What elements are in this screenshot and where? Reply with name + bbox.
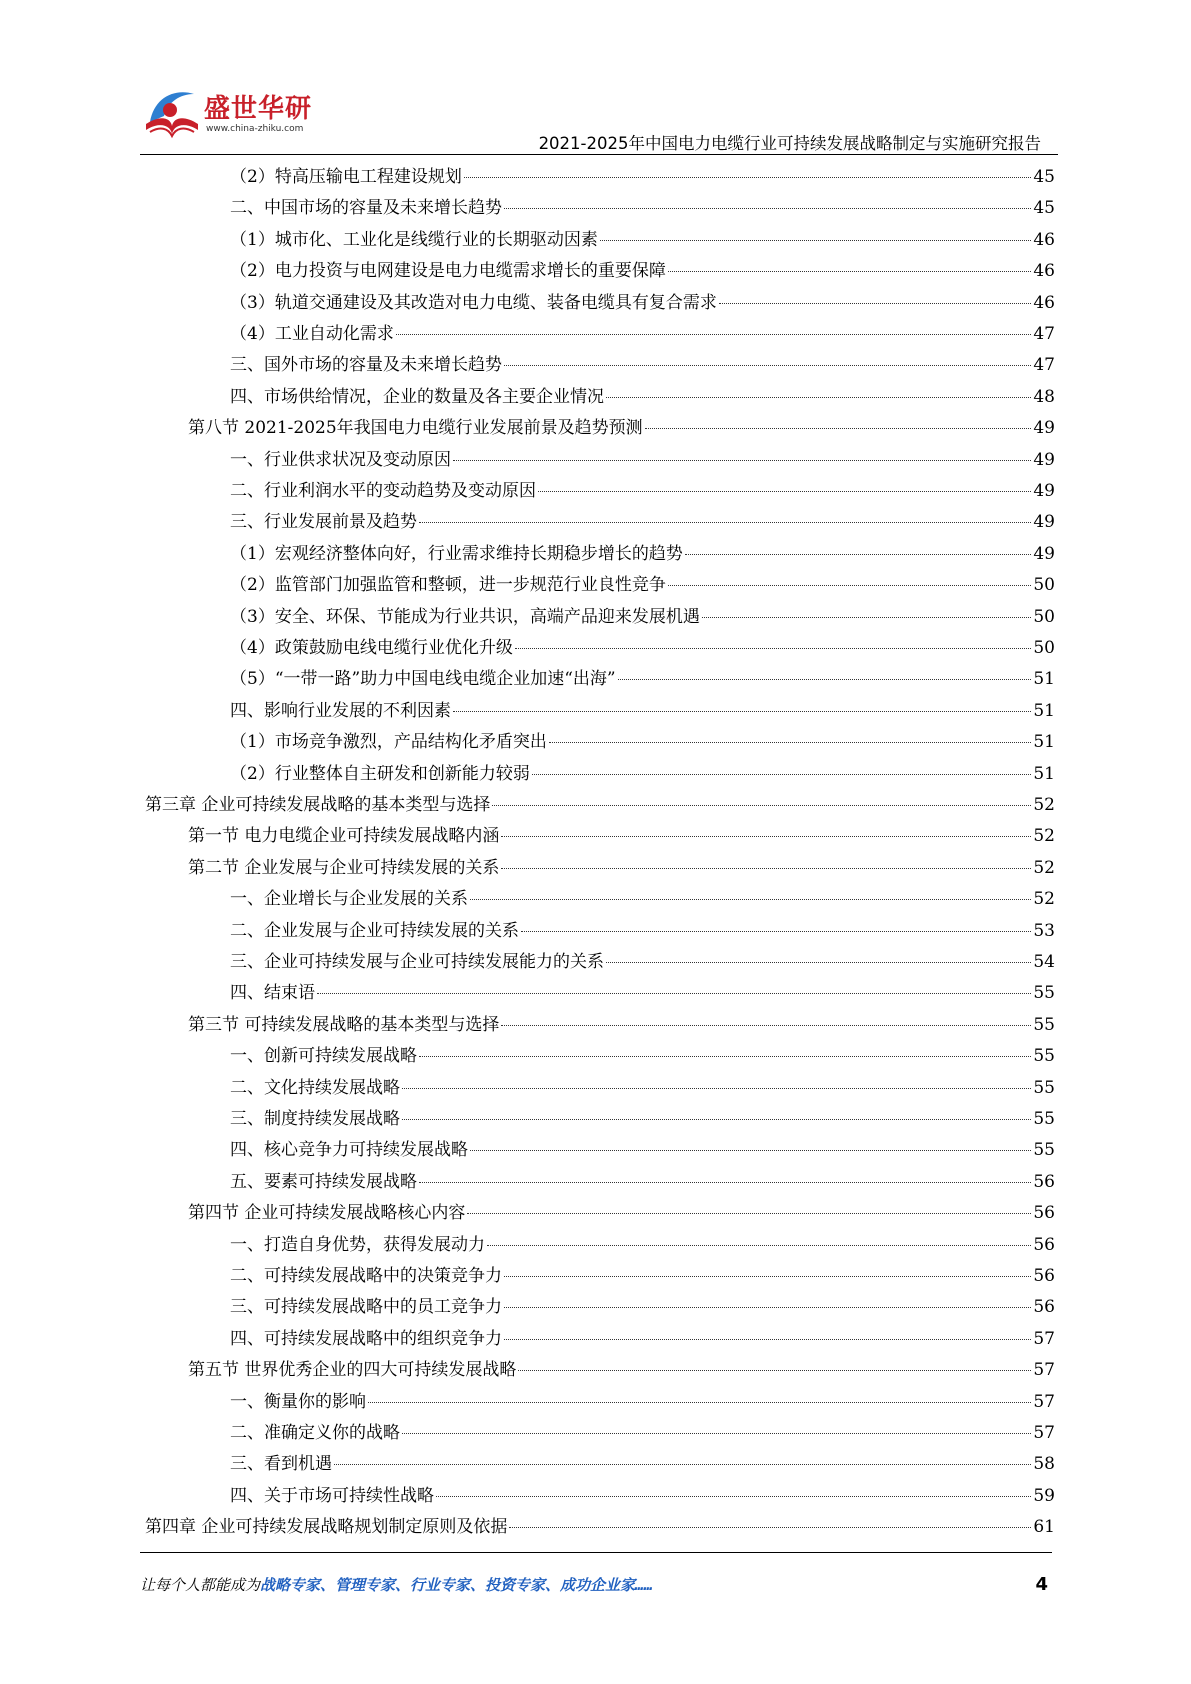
toc-entry-page: 49 — [1033, 543, 1055, 564]
toc-leader-dots — [606, 962, 1031, 963]
toc-entry-title: 四、关于市场可持续性战略 — [230, 1485, 434, 1506]
toc-entry-title: （2）监管部门加强监管和整顿，进一步规范行业良性竞争 — [230, 575, 666, 596]
toc-leader-dots — [521, 931, 1031, 932]
toc-entry-page: 50 — [1033, 606, 1055, 627]
toc-entry[interactable] — [230, 884, 1055, 915]
toc-leader-dots — [668, 585, 1032, 586]
toc-leader-dots — [532, 774, 1032, 775]
toc-entry-page: 56 — [1033, 1234, 1055, 1255]
toc-entry-title: 第八节 2021-2025年我国电力电缆行业发展前景及趋势预测 — [188, 418, 643, 439]
toc-entry-page: 55 — [1033, 1109, 1055, 1129]
toc-entry-title: 第三章 企业可持续发展战略的基本类型与选择 — [145, 795, 491, 815]
toc-entry-title: 一、衡量你的影响 — [230, 1391, 366, 1412]
toc-entry[interactable] — [230, 382, 1055, 413]
toc-entry-page: 52 — [1033, 826, 1055, 847]
toc-entry-page: 55 — [1033, 1014, 1055, 1035]
toc-entry[interactable] — [230, 225, 1055, 256]
toc-leader-dots — [504, 365, 1031, 366]
toc-entry-page: 48 — [1033, 386, 1055, 407]
toc-entry-title: 第三节 可持续发展战略的基本类型与选择 — [188, 1014, 500, 1035]
toc-entry-title: 三、企业可持续发展与企业可持续发展能力的关系 — [230, 952, 604, 972]
toc-leader-dots — [702, 617, 1032, 618]
toc-entry-title: 一、打造自身优势，获得发展动力 — [230, 1234, 485, 1255]
toc-entry-title: 五、要素可持续发展战略 — [230, 1171, 417, 1192]
toc-entry-page: 56 — [1033, 1203, 1055, 1224]
toc-entry-title: 三、国外市场的容量及未来增长趋势 — [230, 355, 502, 376]
toc-entry[interactable] — [230, 633, 1055, 664]
toc-entry[interactable] — [230, 696, 1055, 727]
toc-entry[interactable] — [230, 978, 1055, 1009]
toc-entry-page: 58 — [1033, 1454, 1055, 1475]
toc-leader-dots — [685, 554, 1032, 555]
toc-entry-title: 第五节 世界优秀企业的四大可持续发展战略 — [188, 1360, 517, 1381]
toc-entry[interactable] — [230, 445, 1055, 476]
toc-leader-dots — [501, 836, 1031, 837]
toc-leader-dots — [470, 899, 1031, 900]
toc-entry-title: 一、创新可持续发展战略 — [230, 1046, 417, 1067]
toc-leader-dots — [436, 1496, 1031, 1497]
toc-entry[interactable] — [230, 1449, 1055, 1480]
toc-entry[interactable] — [230, 1104, 1055, 1135]
toc-entry-title: 一、企业增长与企业发展的关系 — [230, 889, 468, 910]
toc-leader-dots — [402, 1088, 1031, 1089]
toc-leader-dots — [618, 679, 1032, 680]
toc-entry-title: （2）电力投资与电网建设是电力电缆需求增长的重要保障 — [230, 261, 666, 282]
logo-book-icon — [140, 80, 204, 144]
toc-leader-dots — [538, 491, 1031, 492]
toc-leader-dots — [501, 1025, 1031, 1026]
toc-entry-page: 49 — [1033, 481, 1055, 501]
toc-entry-page: 59 — [1033, 1485, 1055, 1506]
toc-entry[interactable] — [230, 476, 1055, 507]
toc-entry-page: 46 — [1033, 261, 1055, 282]
toc-entry[interactable] — [230, 1292, 1055, 1323]
toc-leader-dots — [501, 868, 1031, 869]
toc-entry-title: 三、行业发展前景及趋势 — [230, 512, 417, 533]
toc-leader-dots — [470, 1150, 1031, 1151]
toc-entry[interactable] — [230, 1073, 1055, 1104]
toc-entry-page: 57 — [1033, 1391, 1055, 1412]
toc-entry[interactable] — [188, 821, 1055, 852]
toc-entry[interactable] — [230, 539, 1055, 570]
toc-entry-page: 51 — [1033, 669, 1055, 690]
toc-leader-dots — [606, 397, 1031, 398]
toc-entry-title: 四、核心竞争力可持续发展战略 — [230, 1140, 468, 1161]
toc-entry-title: （5）“一带一路”助力中国电线电缆企业加速“出海” — [230, 669, 616, 690]
toc-entry-title: （3）轨道交通建设及其改造对电力电缆、装备电缆具有复合需求 — [230, 292, 717, 313]
logo-name: 盛世华研 — [204, 94, 313, 124]
toc-leader-dots — [600, 240, 1032, 241]
toc-leader-dots — [396, 334, 1032, 335]
toc-entry-page: 49 — [1033, 449, 1055, 470]
toc-entry-page: 55 — [1033, 1046, 1055, 1067]
toc-leader-dots — [549, 742, 1032, 743]
toc-entry-page: 51 — [1033, 732, 1055, 753]
toc-leader-dots — [719, 303, 1032, 304]
toc-leader-dots — [368, 1402, 1031, 1403]
toc-entry-title: 三、可持续发展战略中的员工竞争力 — [230, 1297, 502, 1318]
page-header — [0, 0, 1191, 160]
toc-entry[interactable] — [230, 1324, 1055, 1355]
toc-entry-page: 49 — [1033, 512, 1055, 533]
toc-entry[interactable] — [230, 759, 1055, 790]
toc-entry-page: 57 — [1033, 1423, 1055, 1443]
toc-entry-title: 第四章 企业可持续发展战略规划制定原则及依据 — [145, 1517, 508, 1538]
toc-entry[interactable] — [230, 1135, 1055, 1166]
toc-entry[interactable] — [230, 162, 1055, 193]
toc-leader-dots — [453, 711, 1031, 712]
toc-entry-title: （2）特高压输电工程建设规划 — [230, 167, 462, 187]
page-footer — [140, 1574, 1052, 1604]
toc-leader-dots — [334, 1464, 1031, 1465]
toc-entry-title: 四、影响行业发展的不利因素 — [230, 700, 451, 721]
toc-entry[interactable] — [230, 319, 1055, 350]
toc-entry[interactable] — [188, 1198, 1055, 1229]
toc-entry-title: 四、市场供给情况，企业的数量及各主要企业情况 — [230, 386, 604, 407]
toc-entry-title: （3）安全、环保、节能成为行业共识，高端产品迎来发展机遇 — [230, 606, 700, 627]
toc-leader-dots — [504, 1307, 1031, 1308]
toc-entry-title: 三、看到机遇 — [230, 1454, 332, 1475]
toc-entry-title: 第二节 企业发展与企业可持续发展的关系 — [188, 857, 500, 878]
toc-leader-dots — [402, 1433, 1031, 1434]
toc-leader-dots — [467, 1213, 1031, 1214]
toc-entry-title: 二、企业发展与企业可持续发展的关系 — [230, 920, 519, 941]
toc-entry-title: 二、文化持续发展战略 — [230, 1077, 400, 1098]
toc-leader-dots — [419, 522, 1031, 523]
toc-entry-title: （1）宏观经济整体向好，行业需求维持长期稳步增长的趋势 — [230, 543, 683, 564]
toc-entry-page: 57 — [1033, 1360, 1055, 1381]
toc-entry-title: 二、可持续发展战略中的决策竞争力 — [230, 1266, 502, 1286]
toc-entry-title: 第四节 企业可持续发展战略核心内容 — [188, 1203, 466, 1224]
toc-entry-title: （1）市场竞争激烈，产品结构化矛盾突出 — [230, 732, 547, 753]
footer-slogan-lead: 让每个人都能成为 — [140, 1576, 261, 1594]
logo-url: www.china-zhiku.com — [206, 124, 304, 134]
toc-entry[interactable] — [230, 256, 1055, 287]
toc-leader-dots — [453, 460, 1031, 461]
toc-entry-page: 45 — [1033, 167, 1055, 187]
toc-entry[interactable] — [230, 1041, 1055, 1072]
toc-entry-page: 55 — [1033, 1077, 1055, 1098]
toc-entry-title: 三、制度持续发展战略 — [230, 1109, 400, 1129]
toc-entry[interactable] — [145, 790, 1055, 821]
toc-leader-dots — [504, 1276, 1031, 1277]
toc-entry[interactable] — [230, 1418, 1055, 1449]
toc-entry-page: 46 — [1033, 229, 1055, 250]
toc-entry-title: （4）政策鼓励电线电缆行业优化升级 — [230, 638, 513, 658]
toc-entry-title: （2）行业整体自主研发和创新能力较弱 — [230, 763, 530, 784]
toc-entry[interactable] — [230, 570, 1055, 601]
toc-entry-page: 50 — [1033, 638, 1055, 658]
toc-entry-page: 50 — [1033, 575, 1055, 596]
toc-leader-dots — [645, 428, 1032, 429]
toc-entry-page: 47 — [1033, 355, 1055, 376]
logo — [140, 80, 313, 150]
toc-entry-title: 二、中国市场的容量及未来增长趋势 — [230, 198, 502, 219]
toc-entry[interactable] — [145, 1512, 1055, 1543]
toc-entry[interactable] — [230, 1167, 1055, 1198]
toc-entry[interactable] — [230, 350, 1055, 381]
toc-entry-page: 47 — [1033, 324, 1055, 344]
toc-entry-page: 49 — [1033, 418, 1055, 439]
toc-entry[interactable] — [230, 664, 1055, 695]
page-number: 4 — [1035, 1574, 1048, 1595]
report-title: 2021-2025年中国电力电缆行业可持续发展战略制定与实施研究报告 — [538, 134, 1041, 153]
toc-leader-dots — [504, 208, 1031, 209]
toc-leader-dots — [509, 1527, 1031, 1528]
toc-leader-dots — [518, 1370, 1031, 1371]
toc-entry-page: 54 — [1033, 952, 1055, 972]
toc-leader-dots — [402, 1119, 1031, 1120]
toc-entry[interactable] — [230, 916, 1055, 947]
toc-entry[interactable] — [230, 947, 1055, 978]
toc-entry-page: 53 — [1033, 920, 1055, 941]
toc-entry-title: （1）城市化、工业化是线缆行业的长期驱动因素 — [230, 229, 598, 250]
toc-entry-page: 46 — [1033, 292, 1055, 313]
toc-leader-dots — [419, 1056, 1031, 1057]
toc-entry-page: 61 — [1033, 1517, 1055, 1538]
toc-entry-page: 55 — [1033, 1140, 1055, 1161]
toc-leader-dots — [487, 1245, 1031, 1246]
toc-entry-title: 一、行业供求状况及变动原因 — [230, 449, 451, 470]
toc-entry[interactable] — [230, 1387, 1055, 1418]
toc-entry-page: 51 — [1033, 763, 1055, 784]
toc-entry[interactable] — [230, 193, 1055, 224]
toc-leader-dots — [317, 993, 1031, 994]
toc-entry-page: 56 — [1033, 1171, 1055, 1192]
toc-entry-page: 51 — [1033, 700, 1055, 721]
toc-entry-page: 52 — [1033, 795, 1055, 815]
toc-entry-page: 55 — [1033, 983, 1055, 1004]
toc-leader-dots — [515, 648, 1032, 649]
footer-divider — [140, 1552, 1052, 1553]
toc-entry-page: 45 — [1033, 198, 1055, 219]
toc-entry-title: 二、行业利润水平的变动趋势及变动原因 — [230, 481, 536, 501]
toc-entry[interactable] — [230, 288, 1055, 319]
footer-slogan-accent: 战略专家、管理专家、行业专家、投资专家、成功企业家…… — [260, 1576, 654, 1594]
toc-entry[interactable] — [230, 507, 1055, 538]
toc-entry-title: 二、准确定义你的战略 — [230, 1423, 400, 1443]
toc-entry[interactable] — [188, 413, 1055, 444]
toc-entry-title: （4）工业自动化需求 — [230, 324, 394, 344]
header-divider — [140, 154, 1058, 155]
toc-entry-title: 四、可持续发展战略中的组织竞争力 — [230, 1328, 502, 1349]
toc-entry[interactable] — [188, 853, 1055, 884]
toc-entry-page: 56 — [1033, 1266, 1055, 1286]
toc-entry[interactable] — [230, 1481, 1055, 1512]
toc-entry-page: 52 — [1033, 889, 1055, 910]
toc-entry[interactable] — [230, 1230, 1055, 1261]
toc-entry-title: 第一节 电力电缆企业可持续发展战略内涵 — [188, 826, 500, 847]
toc-leader-dots — [504, 1339, 1031, 1340]
toc-entry[interactable] — [230, 602, 1055, 633]
toc-entry[interactable] — [188, 1355, 1055, 1386]
toc-entry-page: 56 — [1033, 1297, 1055, 1318]
toc-leader-dots — [492, 805, 1031, 806]
toc-entry[interactable] — [230, 727, 1055, 758]
toc-leader-dots — [668, 271, 1032, 272]
toc-entry-page: 57 — [1033, 1328, 1055, 1349]
toc-entry[interactable] — [188, 1010, 1055, 1041]
toc-leader-dots — [419, 1182, 1031, 1183]
toc-entry-page: 52 — [1033, 857, 1055, 878]
toc-entry[interactable] — [230, 1261, 1055, 1292]
toc-entry-title: 四、结束语 — [230, 983, 315, 1004]
toc-leader-dots — [464, 177, 1032, 178]
